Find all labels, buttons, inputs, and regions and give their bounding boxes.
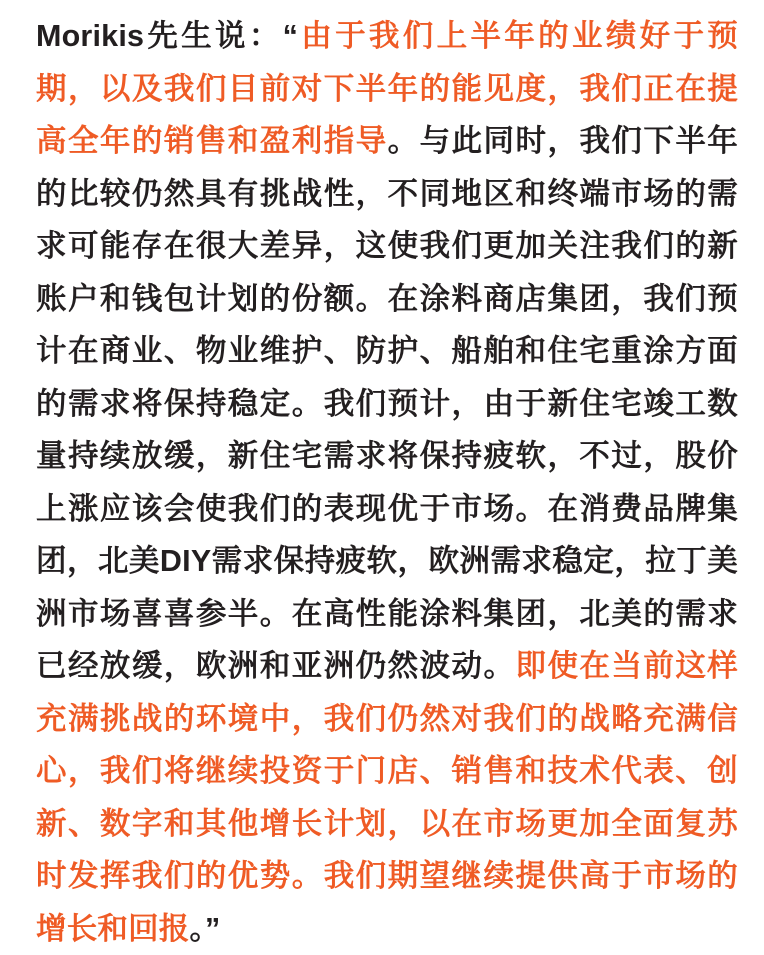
body-text-segment: 。” — [189, 911, 221, 946]
highlighted-text-segment: 由于我们上半年的业绩好于预期，以及我们目前对下半年的能见度，我们正在提高全年的销售和盈利指导 — [36, 19, 738, 158]
body-text-segment: Morikis先生说：“ — [36, 19, 299, 53]
body-text-segment: 。与此同时，我们下半年的比较仍然具有挑战性，不同地区和终端市场的需求可能存在很大差异，这使我们更加关注我们的新账户和钱包计划的份额。在涂料商店集团，我们预计在商业、物业维护、防护、船舶和住宅重涂方面的需求将保持稳定。我们预计，由于新住宅竣工数量持续放缓，新住宅需求将保持疲软，不过，股价上涨应该会使我们的表现优于市场。在消费品牌集团，北美DIY需求保持疲软，欧洲需求稳定，拉丁美洲市场喜喜参半。在高性能涂料集团，北美的需求已经放缓，欧洲和亚洲仍然波动。 — [36, 124, 739, 683]
highlighted-text-segment: 即使在当前这样充满挑战的环境中，我们仍然对我们的战略充满信心，我们将继续投资于门店、销售和技术代表、创新、数字和其他增长计划，以在市场更加全面复苏时发挥我们的优势。我们期望继续提供高于市场的增长和回报 — [36, 649, 738, 946]
